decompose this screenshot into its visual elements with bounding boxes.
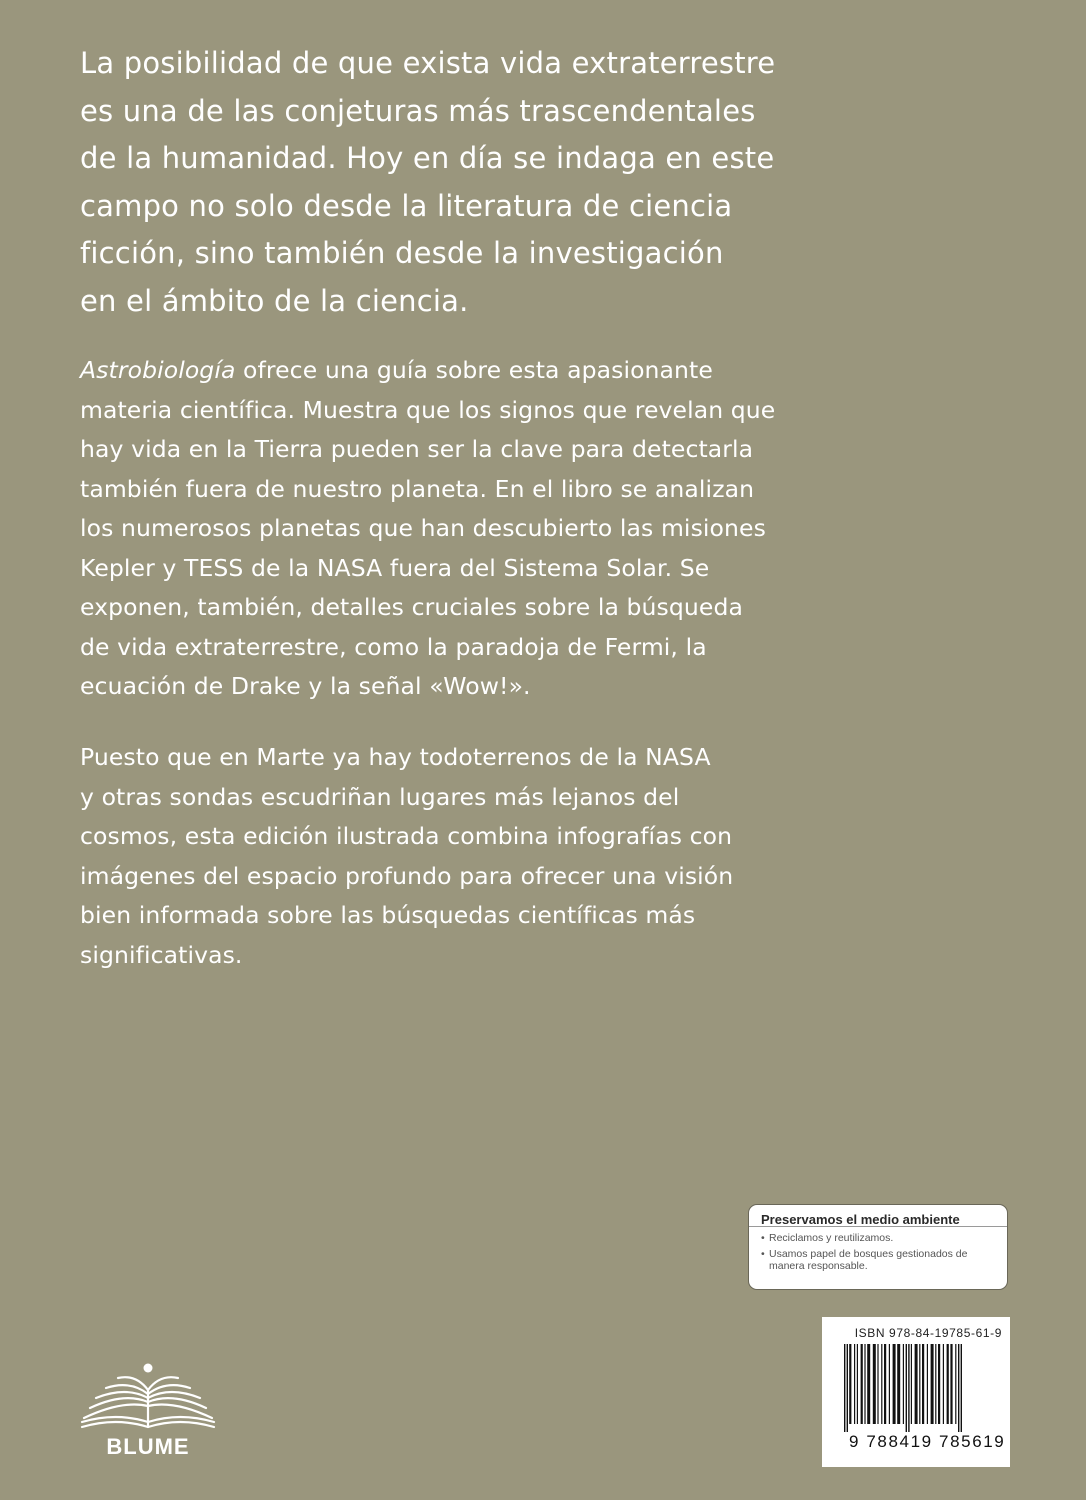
barcode-bar [854,1344,855,1424]
barcode-bar [844,1344,845,1432]
description-line: de vida extraterrestre, como la paradoja de Fermi, la [80,632,707,661]
intro-line: ficción, sino también desde la investigación [80,236,724,270]
environment-title: Preservamos el medio ambiente [749,1205,1007,1227]
closing-line: cosmos, esta edición ilustrada combina infografías con [80,822,733,850]
barcode-bar [922,1344,924,1424]
barcode-bar [931,1344,934,1424]
barcode-image [844,1344,1000,1432]
book-title: Astrobiología [80,356,236,384]
closing-line: bien informada sobre las búsquedas científicas más [80,901,696,929]
environment-item: • Usamos papel de bosques gestionados de manera responsable. [761,1248,997,1272]
barcode-bar [893,1344,896,1424]
description-line: exponen, también, detalles cruciales sobre la búsqueda [80,593,743,621]
barcode-bar [884,1344,886,1424]
description-line: también fuera de nuestro planeta. En el libro se analizan [80,474,755,503]
barcode-bar [903,1344,904,1424]
intro-line: La posibilidad de que exista vida extraterrestre [80,46,776,80]
barcode-bar [935,1344,936,1424]
barcode-bar [947,1344,949,1424]
barcode-bar [849,1344,851,1424]
barcode-bar [847,1344,848,1432]
barcode-bar [943,1344,944,1424]
description-first-line [80,351,840,391]
barcode-bar [908,1344,909,1432]
intro-line: de la humanidad. Hoy en día se indaga en este [80,141,775,175]
description-line: materia científica. Muestra que los signos que revelan que [80,395,776,424]
barcode-bar [864,1344,865,1424]
description-line: ecuación de Drake y la señal «Wow!». [80,672,531,700]
closing-line: significativas. [80,940,243,969]
description-line: Kepler y TESS de la NASA fuera del Sistema Solar. Se [80,553,710,582]
barcode-bar [915,1344,918,1424]
publisher-name: BLUME [106,1434,190,1459]
description-first-line-rest: ofrece una guía sobre esta apasionante [235,356,713,384]
intro-paragraph [80,40,840,325]
barcode-bar [958,1344,959,1432]
barcode-bar [906,1344,907,1432]
environment-item: • Reciclamos y reutilizamos. [761,1232,997,1244]
environment-notice [748,1204,1008,1290]
barcode-bar [873,1344,876,1424]
closing-line: Puesto que en Marte ya hay todoterrenos de la NASA [80,743,711,771]
barcode-bar [927,1344,928,1424]
description-paragraph [80,351,840,707]
barcode-bar [861,1344,863,1424]
barcode-bar [961,1344,962,1432]
barcode-bar [938,1344,940,1424]
barcode-panel [822,1317,1010,1467]
barcode-bar [867,1344,870,1424]
intro-line: en el ámbito de la ciencia. [80,283,469,318]
intro-line: campo no solo desde la literatura de ciencia [80,188,733,223]
isbn-label: ISBN 978-84-19785-61-9 [854,1326,1002,1340]
intro-line: es una de las conjeturas más trascendentales [80,93,756,128]
barcode-bar [881,1344,882,1424]
closing-paragraph [80,738,840,975]
closing-line: imágenes del espacio profundo para ofrecer una visión [80,861,734,890]
barcode-bar [911,1344,912,1424]
barcode-bar [897,1344,900,1424]
barcode-bar [919,1344,920,1424]
barcode-bar [889,1344,890,1424]
description-line: hay vida en la Tierra pueden ser la clave para detectarla [80,435,754,463]
barcode-digits: 9 788419 785619 [849,1432,1006,1451]
barcode-bar [857,1344,858,1424]
environment-list [749,1227,1007,1272]
barcode-bar [955,1344,956,1424]
description-line: los numerosos planetas que han descubierto las misiones [80,514,766,542]
barcode-bar [950,1344,952,1424]
closing-line: y otras sondas escudriñan lugares más lejanos del [80,782,680,811]
barcode-bar [877,1344,878,1424]
